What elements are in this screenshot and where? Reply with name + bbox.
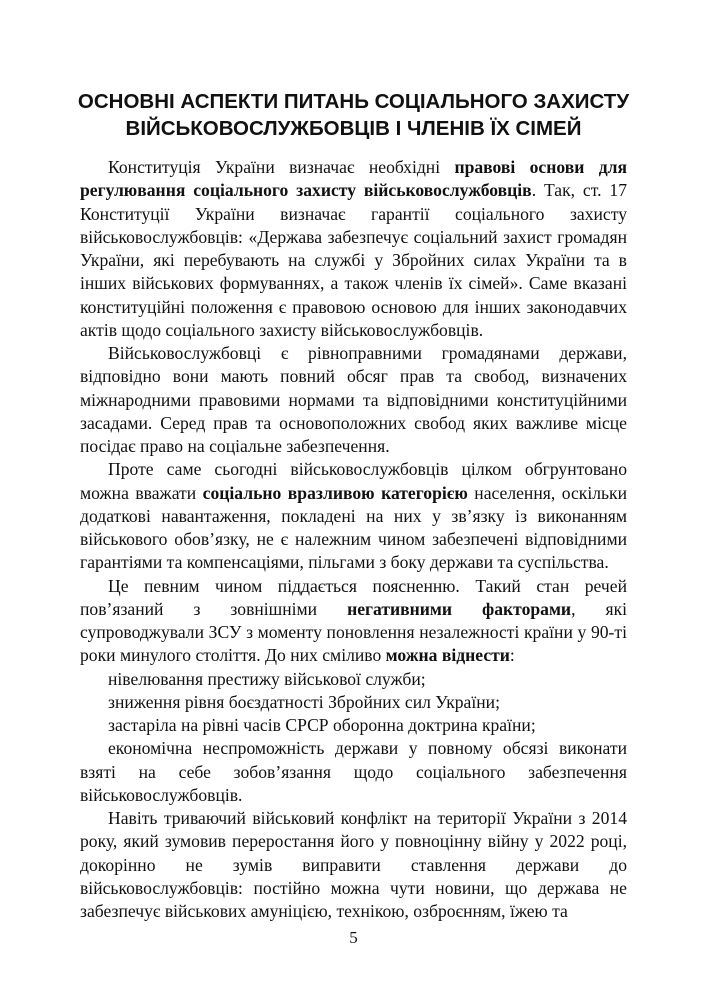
paragraph-2: Військовослужбовці є рівноправними громадянами держави, відповідно вони мають повний обсяг прав та свобод, визначених міжнародними правовими нормами та відповідними конституційними засадами. Серед прав та основоположних свобод яких важливе місце посідає право на соціальне забезпечення. <box>80 343 627 456</box>
list-item: застаріла на рівні часів СРСР оборонна доктрина країни; <box>108 715 536 735</box>
title-line-2: ВІЙСЬКОВОСЛУЖБОВЦІВ І ЧЛЕНІВ ЇХ СІМЕЙ <box>125 117 582 140</box>
paragraph-4 <box>80 575 627 668</box>
paragraph-1 <box>80 156 627 342</box>
paragraph-1-part-a: Конституція України визначає необхідні <box>108 157 455 177</box>
paragraph-3-bold: соціально вразливою категорією <box>202 482 468 503</box>
paragraph-5: Навіть триваючий військовий конфлікт на території України з 2014 року, який зумовив переростання його у повноцінну війну у 2022 році, докорінно не зумів виправити ставлення держави до військовослужбовців: постійно можна чути новини, що держава не забезпечує військових амуніцією, технікою, озброєнням, їжею та <box>80 808 627 921</box>
paragraph-4-bold-1: негативними факторами <box>347 598 572 619</box>
paragraph-4-part-e: : <box>509 645 515 666</box>
paragraph-1-bold: правові основи для регулювання соціального захисту військовослужбовців <box>80 157 627 201</box>
page-title <box>60 88 647 142</box>
title-line-1: ОСНОВНІ АСПЕКТИ ПИТАНЬ СОЦІАЛЬНОГО ЗАХИСТУ <box>77 90 630 113</box>
body-text <box>80 156 627 923</box>
paragraph-3-part-a: Проте саме сьогодні військовослужбовців цілком обгрунтовано можна вважати <box>80 459 627 503</box>
paragraph-4-part-c: , які супроводжували ЗСУ з моменту поновлення незалежності країни у 90-ті роки минулого століття. До них сміливо <box>80 598 628 666</box>
paragraph-3-part-c: населення, оскільки додаткові навантаження, покладені на них у зв’язку із виконанням військового обов’язку, не є належним чином забезпечені відповідними гарантіями та компенсаціями, пільгами з боку держави та суспільства. <box>80 482 627 573</box>
list-item: економічна неспроможність держави у повному обсязі виконати взяті на себе зобов’язання щодо соціального забезпечення військовослужбовців. <box>80 738 627 805</box>
paragraph-4-part-a: Це певним чином піддається поясненню. Такий стан речей пов’язаний з зовнішніми <box>80 575 627 619</box>
list-item: нівелювання престижу військової служби; <box>108 668 426 689</box>
page-number: 5 <box>349 928 358 947</box>
paragraph-1-part-c: . Так, ст. 17 Конституції України визначає гарантії соціального захисту військовослужбовців: «Держава забезпечує соціальний захист громадян України, які перебувають на службі у Збройних силах України та в інших військових формуваннях, а також членів їх сімей». Саме вказані конституційні положення є правовою основою для інших законодавчих актів щодо соціального захисту військовослужбовців. <box>80 180 627 340</box>
paragraph-4-bold-2: можна віднести <box>385 645 510 666</box>
paragraph-3 <box>80 458 627 574</box>
list-item: зниження рівня боєздатності Збройних сил України; <box>108 691 500 712</box>
